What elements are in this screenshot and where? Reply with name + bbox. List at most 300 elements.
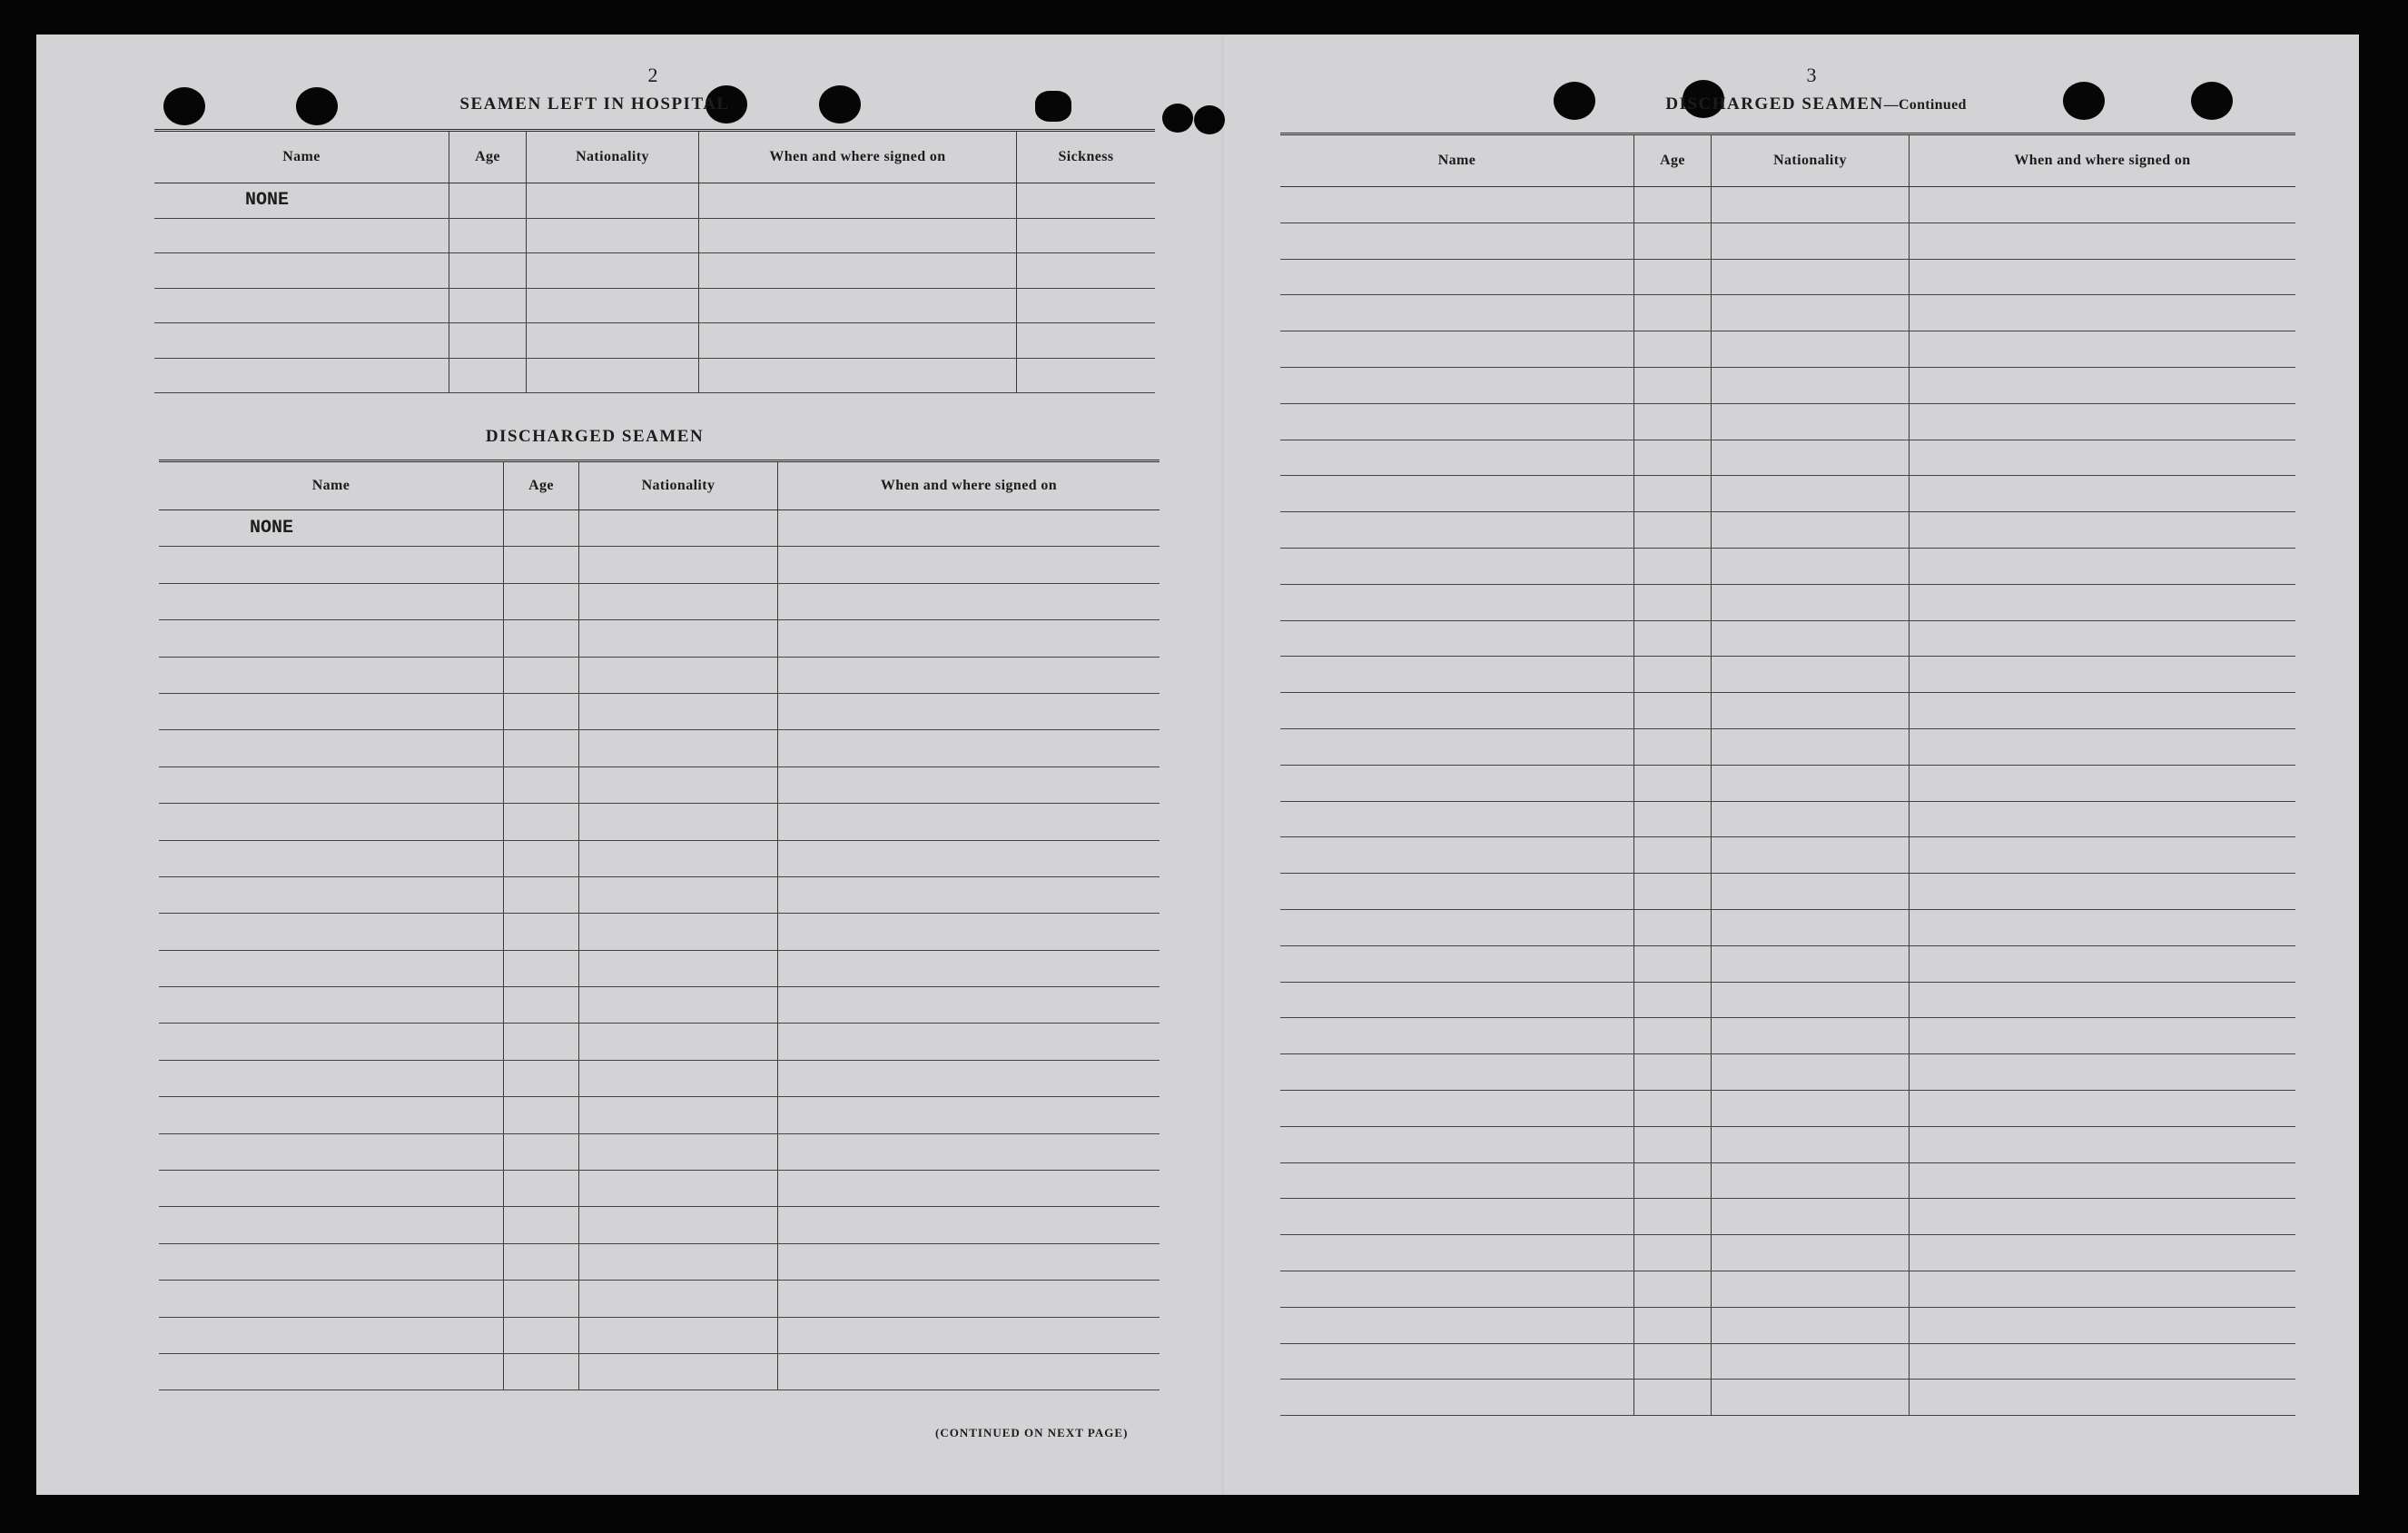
table-cell (1910, 837, 2295, 873)
table-cell (159, 730, 504, 766)
table-row (159, 1171, 1160, 1207)
table-cell (159, 951, 504, 986)
table-cell (504, 804, 579, 839)
table-cell (1280, 585, 1634, 620)
table-cell (1910, 549, 2295, 584)
table-row (1280, 766, 2295, 802)
table-cell (504, 1024, 579, 1059)
table-cell (778, 914, 1160, 949)
table-cell (527, 253, 699, 288)
table-cell (1017, 323, 1155, 358)
table-cell (159, 987, 504, 1023)
table-cell (527, 359, 699, 393)
table-cell (1634, 693, 1712, 728)
table-cell (159, 1318, 504, 1353)
table-cell (1712, 1018, 1910, 1053)
table-cell (1712, 1199, 1910, 1234)
table-cell (1712, 476, 1910, 511)
table-cell (1280, 621, 1634, 657)
table-cell (1634, 1344, 1712, 1380)
table-cell (1910, 983, 2295, 1018)
table-cell (1910, 404, 2295, 440)
table-cell (1280, 766, 1634, 801)
table-cell (1712, 657, 1910, 692)
table-cell (159, 1281, 504, 1316)
table-row (1280, 1054, 2295, 1091)
table-cell (1280, 368, 1634, 403)
table-cell (778, 877, 1160, 913)
table-cell (1712, 1091, 1910, 1126)
table-cell (1280, 295, 1634, 331)
table-row (154, 323, 1155, 359)
table-row (159, 1207, 1160, 1243)
table-row (1280, 368, 2295, 404)
table-cell (1280, 1199, 1634, 1234)
table-cell (1634, 404, 1712, 440)
table-cell (1634, 657, 1712, 692)
table-cell (504, 841, 579, 876)
table-cell (504, 547, 579, 582)
table-cell (579, 1244, 778, 1280)
table-cell (1280, 476, 1634, 511)
table-cell (504, 1061, 579, 1096)
table-cell (1910, 1127, 2295, 1162)
table-row (154, 253, 1155, 289)
table-cell (1634, 440, 1712, 476)
table-cell (504, 877, 579, 913)
table-cell (1280, 440, 1634, 476)
column-header-signed-on: When and where signed on (2014, 153, 2191, 168)
table-row (1280, 910, 2295, 946)
table-cell (504, 510, 579, 546)
continued-table-body (1280, 187, 2295, 1416)
table-cell (699, 253, 1017, 288)
table-cell (1910, 223, 2295, 259)
table-cell (1280, 729, 1634, 765)
table-cell (778, 1244, 1160, 1280)
table-cell (1712, 693, 1910, 728)
table-cell (1280, 1091, 1634, 1126)
page-fold (1221, 35, 1224, 1495)
table-cell (159, 694, 504, 729)
table-row (1280, 983, 2295, 1019)
table-cell (1910, 621, 2295, 657)
table-row (159, 584, 1160, 620)
table-cell (1280, 331, 1634, 367)
table-row (159, 914, 1160, 950)
table-cell (1712, 585, 1910, 620)
table-cell (1910, 1344, 2295, 1380)
table-row (1280, 946, 2295, 983)
table-cell (1280, 1344, 1634, 1380)
table-row (1280, 1199, 2295, 1235)
table-cell (579, 1354, 778, 1390)
table-cell (1910, 260, 2295, 295)
table-cell (778, 1318, 1160, 1353)
table-row (159, 987, 1160, 1024)
table-cell (1280, 802, 1634, 837)
table-row (1280, 693, 2295, 729)
table-cell (1634, 874, 1712, 909)
table-cell (159, 841, 504, 876)
table-cell (1712, 983, 1910, 1018)
table-cell (579, 841, 778, 876)
table-cell (504, 620, 579, 656)
table-row (1280, 1308, 2295, 1344)
table-row (1280, 1271, 2295, 1308)
table-row (159, 1061, 1160, 1097)
table-cell (504, 584, 579, 619)
table-cell (1910, 657, 2295, 692)
table-row (159, 658, 1160, 694)
table-cell (449, 183, 527, 218)
table-cell (1280, 187, 1634, 223)
table-cell (699, 359, 1017, 393)
table-cell (778, 510, 1160, 546)
column-header-nationality: Nationality (527, 132, 699, 183)
table-cell (1634, 621, 1712, 657)
table-cell (579, 1318, 778, 1353)
table-cell (1712, 1163, 1910, 1199)
table-cell (159, 1207, 504, 1242)
table-cell (1280, 1235, 1634, 1271)
table-cell (1634, 910, 1712, 945)
table-cell (1910, 693, 2295, 728)
hospital-table-body (154, 183, 1155, 393)
table-cell (1280, 1271, 1634, 1307)
table-cell (699, 289, 1017, 323)
table-cell (1634, 260, 1712, 295)
document-sheet (36, 35, 2359, 1495)
table-row (159, 804, 1160, 840)
table-cell (1280, 512, 1634, 548)
table-cell (579, 658, 778, 693)
table-cell (1017, 183, 1155, 218)
table-cell (1634, 1127, 1712, 1162)
table-cell (1280, 983, 1634, 1018)
table-row (1280, 295, 2295, 331)
table-cell (778, 658, 1160, 693)
table-row (1280, 802, 2295, 838)
table-cell (1634, 1271, 1712, 1307)
table-cell (579, 1171, 778, 1206)
table-cell (527, 289, 699, 323)
table-cell (159, 1061, 504, 1096)
table-cell (579, 987, 778, 1023)
table-cell (778, 804, 1160, 839)
table-cell (1017, 289, 1155, 323)
discharged-section-title: DISCHARGED SEAMEN (485, 427, 705, 446)
table-cell (159, 1024, 504, 1059)
table-cell (1712, 874, 1910, 909)
table-cell (1910, 1091, 2295, 1126)
table-cell (579, 547, 778, 582)
table-cell (504, 1244, 579, 1280)
table-cell (778, 620, 1160, 656)
table-cell (1280, 946, 1634, 982)
table-cell (579, 1134, 778, 1170)
table-cell (1910, 1163, 2295, 1199)
table-cell (778, 951, 1160, 986)
table-cell (1280, 1054, 1634, 1090)
table-row (159, 1097, 1160, 1133)
table-cell (1017, 219, 1155, 253)
column-header-signed-on: When and where signed on (699, 132, 1017, 183)
table-cell (1280, 1127, 1634, 1162)
table-cell (504, 658, 579, 693)
table-row (1280, 657, 2295, 693)
table-cell (1910, 331, 2295, 367)
table-row (154, 289, 1155, 324)
section-title-suffix: —Continued (1883, 97, 1967, 113)
table-cell (1910, 910, 2295, 945)
table-cell (449, 359, 527, 393)
table-cell (1910, 729, 2295, 765)
table-cell (778, 1024, 1160, 1059)
table-cell (154, 359, 449, 393)
table-row (1280, 404, 2295, 440)
table-cell (778, 1354, 1160, 1390)
continued-note: (CONTINUED ON NEXT PAGE) (935, 1426, 1129, 1439)
table-cell (1712, 1235, 1910, 1271)
table-cell (1634, 1018, 1712, 1053)
table-cell (1910, 512, 2295, 548)
page-number: 3 (1806, 64, 1817, 86)
table-cell (504, 951, 579, 986)
table-row (1280, 187, 2295, 223)
table-cell (1634, 295, 1712, 331)
table-cell (1634, 1091, 1712, 1126)
table-cell (1634, 512, 1712, 548)
table-cell (1712, 368, 1910, 403)
table-row (1280, 1127, 2295, 1163)
section-title-text: DISCHARGED SEAMEN (1665, 94, 1884, 114)
table-cell (1634, 729, 1712, 765)
table-cell (778, 987, 1160, 1023)
table-cell (1910, 946, 2295, 982)
table-row (159, 1318, 1160, 1354)
table-cell (1712, 295, 1910, 331)
table-cell (1712, 1344, 1910, 1380)
table-cell (1910, 1380, 2295, 1415)
table-cell (1634, 368, 1712, 403)
table-cell (504, 914, 579, 949)
table-cell (579, 1024, 778, 1059)
table-cell (1712, 1127, 1910, 1162)
table-cell (1910, 476, 2295, 511)
column-header-sickness: Sickness (1058, 149, 1114, 164)
table-cell: NONE (154, 183, 449, 218)
table-cell (1634, 802, 1712, 837)
column-header-name: Name (1280, 135, 1634, 186)
table-row (1280, 874, 2295, 910)
table-cell (1634, 331, 1712, 367)
table-cell (159, 620, 504, 656)
table-row (1280, 837, 2295, 874)
table-cell (778, 1281, 1160, 1316)
table-row (1280, 260, 2295, 296)
table-row (154, 219, 1155, 254)
table-cell (1712, 260, 1910, 295)
table-row (1280, 1235, 2295, 1271)
table-row (1280, 585, 2295, 621)
table-cell (1634, 187, 1712, 223)
table-cell (1280, 1163, 1634, 1199)
table-row (154, 359, 1155, 394)
table-cell (1910, 295, 2295, 331)
table-cell (1280, 260, 1634, 295)
table-cell (1280, 874, 1634, 909)
table-cell (449, 323, 527, 358)
table-cell (1910, 187, 2295, 223)
table-cell (1712, 621, 1910, 657)
table-cell (159, 767, 504, 803)
table-cell (579, 1281, 778, 1316)
discharged-table-header (159, 462, 1160, 510)
table-cell (579, 1097, 778, 1132)
table-cell (1280, 1018, 1634, 1053)
table-cell (1712, 1271, 1910, 1307)
table-cell (527, 183, 699, 218)
right-page (1280, 35, 2356, 1495)
continued-table-header (1280, 135, 2295, 187)
column-header-name: Name (154, 132, 449, 183)
table-cell (159, 804, 504, 839)
continued-table (1280, 133, 2295, 1416)
table-cell (1910, 1271, 2295, 1307)
table-cell (579, 767, 778, 803)
table-cell (1910, 440, 2295, 476)
table-row (1280, 223, 2295, 260)
table-cell (699, 323, 1017, 358)
table-row (159, 1354, 1160, 1390)
table-cell (1634, 837, 1712, 873)
table-row (1280, 1163, 2295, 1200)
table-cell (1634, 946, 1712, 982)
table-cell (527, 219, 699, 253)
discharged-table-body (159, 510, 1160, 1390)
table-cell (159, 1097, 504, 1132)
table-cell (778, 730, 1160, 766)
table-cell (1634, 223, 1712, 259)
table-cell (1634, 1380, 1712, 1415)
table-cell (1712, 766, 1910, 801)
table-cell (159, 877, 504, 913)
column-header-age: Age (504, 462, 579, 509)
table-cell (159, 914, 504, 949)
table-cell (154, 289, 449, 323)
table-row (159, 877, 1160, 914)
table-cell (1634, 1199, 1712, 1234)
table-cell (159, 1134, 504, 1170)
table-cell (504, 730, 579, 766)
table-row (159, 1024, 1160, 1060)
table-cell (449, 253, 527, 288)
page-number: 2 (647, 64, 658, 86)
table-cell (1712, 729, 1910, 765)
table-cell (449, 219, 527, 253)
table-cell (504, 1171, 579, 1206)
table-cell (159, 658, 504, 693)
table-row (1280, 1380, 2295, 1416)
table-cell (504, 767, 579, 803)
column-header-nationality: Nationality (579, 462, 778, 509)
table-cell (154, 323, 449, 358)
table-cell (1712, 223, 1910, 259)
table-cell (159, 1244, 504, 1280)
table-cell (1280, 404, 1634, 440)
table-row (1280, 549, 2295, 585)
table-row (1280, 512, 2295, 549)
table-row (1280, 1018, 2295, 1054)
table-cell (1634, 1308, 1712, 1343)
table-cell (1634, 549, 1712, 584)
table-row (159, 730, 1160, 766)
column-header-signed-on: When and where signed on (880, 478, 1058, 493)
table-row (1280, 621, 2295, 658)
hospital-section-title: SEAMEN LEFT IN HOSPITAL (459, 94, 730, 114)
table-cell (579, 877, 778, 913)
table-cell (579, 584, 778, 619)
table-cell (1634, 1054, 1712, 1090)
table-cell (1712, 440, 1910, 476)
discharged-table (159, 460, 1160, 1390)
table-cell (579, 620, 778, 656)
table-row (1280, 476, 2295, 512)
table-cell (504, 1354, 579, 1390)
table-cell (699, 183, 1017, 218)
table-row (159, 510, 1160, 547)
table-cell (1280, 910, 1634, 945)
table-cell (504, 1281, 579, 1316)
table-cell (1634, 585, 1712, 620)
column-header-name: Name (159, 462, 504, 509)
table-row (159, 1244, 1160, 1281)
table-cell (1910, 585, 2295, 620)
table-row (159, 767, 1160, 804)
table-cell (579, 730, 778, 766)
hospital-table-header (154, 132, 1155, 183)
column-header-nationality: Nationality (1712, 135, 1910, 186)
table-cell (504, 1207, 579, 1242)
table-cell (1910, 802, 2295, 837)
table-cell (527, 323, 699, 358)
table-cell (159, 584, 504, 619)
table-cell (1280, 1380, 1634, 1415)
table-cell (449, 289, 527, 323)
table-cell (1017, 253, 1155, 288)
table-cell: NONE (159, 510, 504, 546)
table-cell (1712, 331, 1910, 367)
table-cell (1712, 549, 1910, 584)
table-cell (778, 841, 1160, 876)
table-cell (1712, 512, 1910, 548)
table-cell (1280, 549, 1634, 584)
table-row (159, 951, 1160, 987)
table-cell (778, 767, 1160, 803)
table-cell (579, 914, 778, 949)
table-cell (504, 1318, 579, 1353)
table-cell (1634, 766, 1712, 801)
table-cell (159, 547, 504, 582)
table-cell (1910, 1054, 2295, 1090)
left-page (118, 35, 1180, 1495)
table-cell (1712, 802, 1910, 837)
table-cell (1910, 874, 2295, 909)
table-row (159, 547, 1160, 583)
table-cell (1280, 837, 1634, 873)
table-cell (778, 547, 1160, 582)
